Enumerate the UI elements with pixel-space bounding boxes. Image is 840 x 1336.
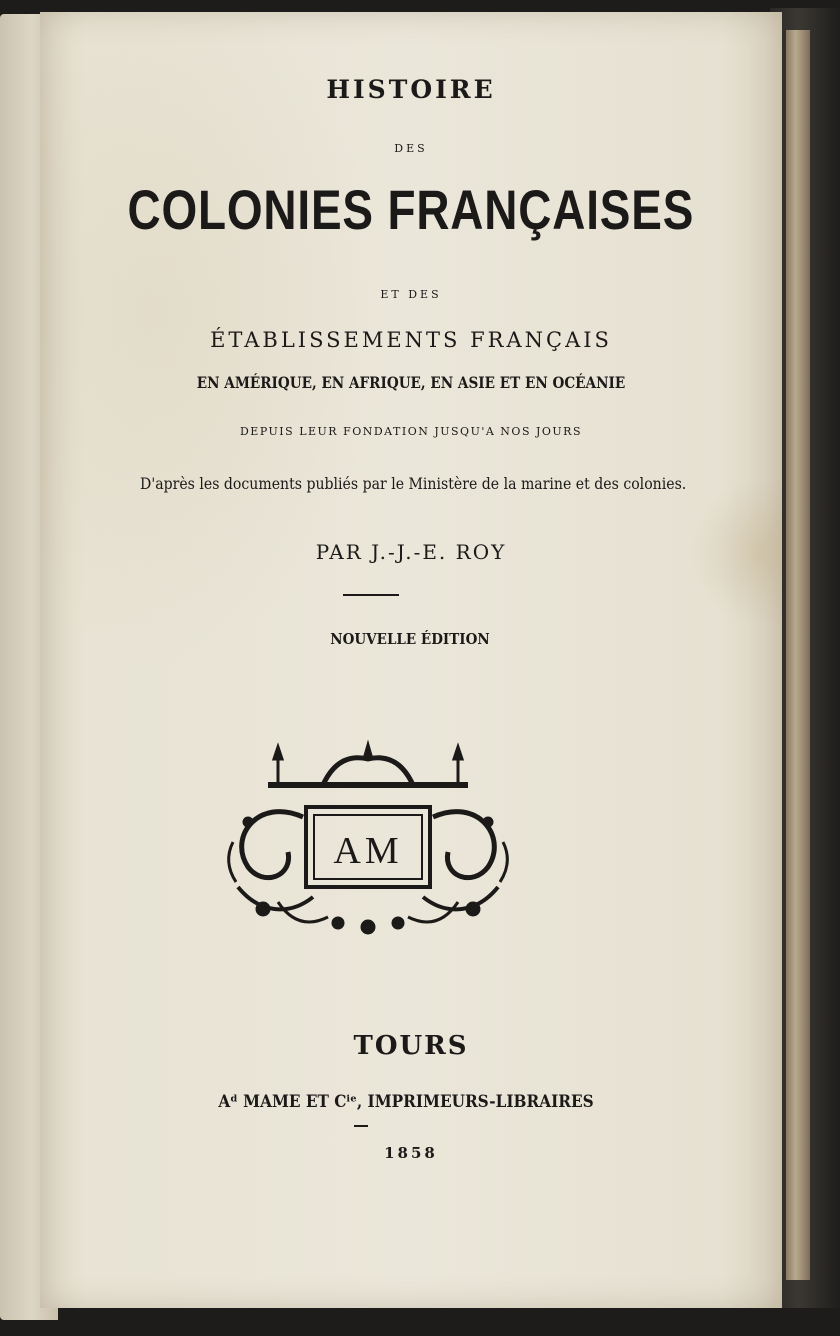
subtitle-depuis: DEPUIS LEUR FONDATION JUSQU'A NOS JOURS xyxy=(239,425,582,438)
subtitle-regions: EN AMÉRIQUE, EN AFRIQUE, EN ASIE ET EN OCÉANIE xyxy=(196,373,626,392)
edition-line: NOUVELLE ÉDITION xyxy=(330,630,490,648)
emblem-monogram: AM xyxy=(333,830,403,872)
publisher-emblem-icon xyxy=(218,737,518,937)
title-page xyxy=(40,12,782,1308)
source-note: D'après les documents publiés par le Ministère de la marine et des colonies. xyxy=(140,474,687,493)
connector-et-des: ET DES xyxy=(380,288,442,301)
subtitle-etablissements: ÉTABLISSEMENTS FRANÇAIS xyxy=(210,328,612,352)
connector-des: DES xyxy=(394,142,428,155)
publisher-line: Aᵈ MAME ET Cⁱᵉ, IMPRIMEURS-LIBRAIRES xyxy=(218,1092,594,1112)
short-rule xyxy=(354,1125,368,1127)
author-line: PAR J.-J.-E. ROY xyxy=(315,540,507,564)
divider-rule xyxy=(343,594,399,596)
city-line: TOURS xyxy=(353,1031,469,1061)
page-block-edge xyxy=(786,30,810,1280)
year-line: 1858 xyxy=(384,1144,438,1162)
heading-histoire: HISTOIRE xyxy=(326,75,496,104)
main-title: COLONIES FRANÇAISES xyxy=(127,178,695,241)
